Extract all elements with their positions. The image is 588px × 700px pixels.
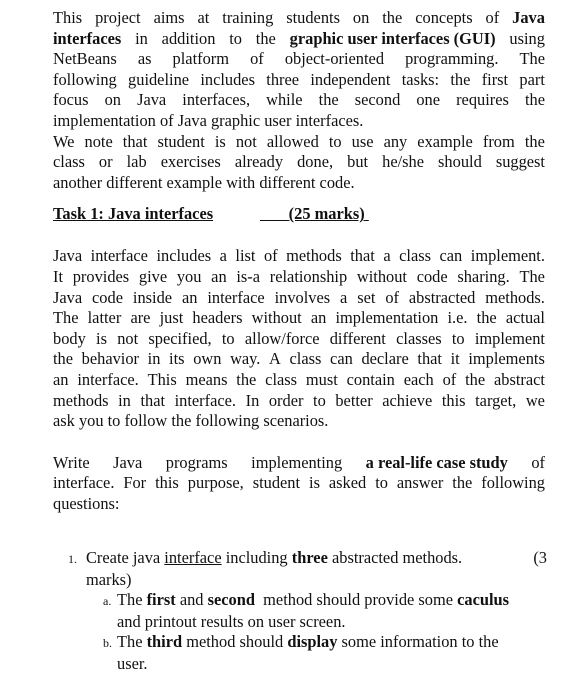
word: is-a xyxy=(236,266,261,286)
spacer xyxy=(53,432,545,453)
word: asked xyxy=(328,473,367,493)
word: using xyxy=(509,28,545,48)
word: already xyxy=(234,152,284,172)
word: The xyxy=(53,308,79,328)
word: provides xyxy=(72,266,130,286)
word-bold: a real-life case study xyxy=(365,452,508,472)
word: interface. xyxy=(53,473,115,493)
word: three xyxy=(266,69,300,89)
word: in xyxy=(147,349,161,369)
word: to xyxy=(375,473,388,493)
word: a xyxy=(219,246,227,266)
word: lab xyxy=(126,152,147,172)
word: the xyxy=(255,28,276,48)
word: each xyxy=(403,369,434,389)
word: the xyxy=(524,90,545,110)
word: code xyxy=(416,266,448,286)
word: object-oriented xyxy=(284,49,385,69)
word: This xyxy=(53,8,83,27)
word: an xyxy=(53,369,69,389)
word-bold: second xyxy=(207,590,255,610)
word: Java xyxy=(113,452,143,472)
questions-list xyxy=(68,548,547,675)
word: this xyxy=(441,390,466,410)
word: code xyxy=(92,287,123,307)
intro-line xyxy=(53,90,545,111)
write-line xyxy=(53,473,545,494)
word: We xyxy=(53,131,75,151)
word: different xyxy=(329,328,386,348)
word: specified, xyxy=(148,328,212,348)
word: The xyxy=(519,266,545,286)
word: focus xyxy=(53,90,89,110)
word: aims xyxy=(153,8,185,27)
word: exercises xyxy=(160,152,221,172)
question-1-marks: (3 xyxy=(533,548,547,567)
word: that xyxy=(350,246,375,266)
word: abstracted xyxy=(408,287,476,307)
word: an xyxy=(310,308,327,328)
word: set xyxy=(357,287,376,307)
word: behavior xyxy=(81,349,140,369)
word: the xyxy=(53,349,74,369)
word: is xyxy=(309,473,320,493)
word-bold: interfaces xyxy=(53,28,122,48)
note-line xyxy=(53,152,545,173)
word: in xyxy=(118,390,131,410)
spacer xyxy=(53,225,545,246)
word: Write xyxy=(53,452,90,472)
word: it xyxy=(450,349,460,369)
word: the xyxy=(452,473,473,493)
word: class xyxy=(53,152,85,172)
body-line xyxy=(53,329,545,350)
word: we xyxy=(525,390,545,410)
word: platform xyxy=(172,49,229,69)
word: following xyxy=(481,473,545,493)
word: another different example with different code. xyxy=(53,172,355,192)
word: interface. xyxy=(174,390,237,410)
word: This xyxy=(147,369,177,389)
word-bold: third xyxy=(146,632,183,652)
write-paragraph xyxy=(53,453,545,515)
word: is xyxy=(214,131,226,151)
word: own xyxy=(193,349,222,369)
word: allow/force xyxy=(244,328,320,348)
word: user. xyxy=(117,653,148,673)
word: actual xyxy=(505,308,545,328)
word: give xyxy=(138,266,168,286)
word: the xyxy=(476,308,497,328)
word: list xyxy=(235,246,256,266)
word: interface. xyxy=(77,369,139,389)
word: student xyxy=(252,473,301,493)
word: without xyxy=(356,266,407,286)
word-bold: display xyxy=(287,632,338,652)
word: guideline xyxy=(128,69,190,89)
question-1 xyxy=(68,548,547,570)
note-line xyxy=(53,132,545,153)
word: part xyxy=(519,69,545,89)
word: achieve xyxy=(382,390,433,410)
word: student xyxy=(157,131,205,151)
word: headers xyxy=(192,308,243,328)
word: includes xyxy=(200,69,255,89)
word: example xyxy=(417,131,473,151)
word: to xyxy=(451,328,465,348)
sub-question-a xyxy=(103,590,547,632)
word: method should xyxy=(186,632,284,652)
body-line xyxy=(53,411,545,432)
word: he/she xyxy=(382,152,424,172)
word: Java xyxy=(53,246,83,266)
word: is xyxy=(96,328,107,348)
word: not xyxy=(117,328,139,348)
word: method should provide some xyxy=(263,590,454,610)
word: some information to the xyxy=(341,632,499,652)
word: implement xyxy=(474,328,545,348)
word-bold: Java xyxy=(512,8,545,27)
word: requires xyxy=(456,90,509,110)
word: It xyxy=(53,266,64,286)
word: of xyxy=(385,287,399,307)
intro-paragraph xyxy=(53,8,545,193)
intro-line xyxy=(53,49,545,70)
word: a xyxy=(340,287,348,307)
word: abstract xyxy=(493,369,545,389)
word: i.e. xyxy=(447,308,468,328)
word: class xyxy=(399,246,431,266)
word: just xyxy=(159,308,184,328)
sub-b-line xyxy=(103,654,547,675)
word: the xyxy=(450,69,471,89)
body-line xyxy=(53,370,545,391)
word: target, xyxy=(475,390,517,410)
word: interfaces, xyxy=(182,90,251,110)
word: interface xyxy=(207,287,265,307)
word: training xyxy=(222,8,274,27)
body-line xyxy=(53,349,545,370)
word: addition xyxy=(161,28,216,48)
word: relationship xyxy=(269,266,348,286)
word: can xyxy=(330,349,353,369)
word: and xyxy=(179,590,204,610)
word: project xyxy=(95,8,141,27)
intro-line xyxy=(53,29,545,50)
word: this xyxy=(155,473,179,493)
word: of xyxy=(531,452,545,472)
word: implementing xyxy=(251,452,343,472)
word: without xyxy=(251,308,302,328)
word: The xyxy=(117,632,143,652)
word: on xyxy=(104,90,121,110)
word: the xyxy=(236,369,257,389)
word: class xyxy=(265,369,298,389)
word: an xyxy=(181,287,198,307)
word: The xyxy=(519,49,545,69)
word: order xyxy=(268,390,304,410)
question-1-text xyxy=(68,548,462,570)
word: includes xyxy=(156,246,212,266)
word: can xyxy=(439,246,463,266)
word: body xyxy=(53,328,86,348)
word: but xyxy=(347,152,369,172)
word: classes xyxy=(396,328,442,348)
word: you xyxy=(176,266,202,286)
word: programs xyxy=(165,452,228,472)
word: from xyxy=(482,131,515,151)
sub-a-line xyxy=(103,590,547,612)
task-marks: (25 marks) xyxy=(260,204,369,224)
word: suggest xyxy=(495,152,545,172)
word: involves xyxy=(274,287,331,307)
word-bold: three xyxy=(291,548,328,567)
question-1-marks-line xyxy=(68,570,547,591)
word: methods xyxy=(53,390,109,410)
intro-line xyxy=(53,8,545,29)
list-letter: a. xyxy=(103,594,112,609)
word: on xyxy=(352,8,370,27)
word: to xyxy=(229,28,242,48)
sub-b-text xyxy=(103,632,499,654)
task-heading xyxy=(53,204,545,225)
word: concepts xyxy=(415,8,473,27)
word: following xyxy=(53,69,117,89)
word: abstracted methods. xyxy=(331,548,463,567)
word: implement. xyxy=(470,246,545,266)
word: or xyxy=(98,152,113,172)
word: Create java xyxy=(86,548,161,567)
word: programming. xyxy=(405,49,499,69)
word: of xyxy=(250,49,264,69)
word: first xyxy=(481,69,509,89)
word: done, xyxy=(297,152,334,172)
word: in xyxy=(135,28,148,48)
word: answer xyxy=(396,473,444,493)
word: a xyxy=(383,246,391,266)
word: methods xyxy=(286,246,342,266)
word: including xyxy=(225,548,288,567)
word: interface xyxy=(90,246,148,266)
word: For xyxy=(123,473,147,493)
list-number: 1. xyxy=(68,552,77,566)
word: implementation xyxy=(335,308,439,328)
word: should xyxy=(438,152,482,172)
word: and printout results on user screen. xyxy=(117,611,346,631)
word: the xyxy=(465,369,486,389)
word: inside xyxy=(132,287,173,307)
sub-a-line xyxy=(103,612,547,633)
word: that xyxy=(140,390,166,410)
word: implements xyxy=(468,349,545,369)
word: way. xyxy=(230,349,261,369)
word: at xyxy=(197,8,210,27)
word: to xyxy=(221,328,235,348)
body-line xyxy=(53,391,545,412)
document-page xyxy=(53,8,545,514)
word: not xyxy=(235,131,257,151)
word: questions: xyxy=(53,493,120,513)
write-line xyxy=(53,494,545,515)
sub-question-b xyxy=(103,632,547,674)
word: use xyxy=(351,131,374,151)
word: Java xyxy=(53,287,83,307)
word: of xyxy=(263,246,278,266)
word: while xyxy=(266,90,303,110)
word: the xyxy=(524,131,545,151)
word: sharing. xyxy=(457,266,510,286)
word: declare xyxy=(361,349,409,369)
word-underlined: interface xyxy=(164,548,222,567)
word: to xyxy=(313,390,326,410)
body-line xyxy=(53,267,545,288)
body-line xyxy=(53,308,545,329)
sub-b-line xyxy=(103,632,547,654)
word: ask you to follow the following scenarios. xyxy=(53,411,329,431)
word: independent xyxy=(310,69,391,89)
word: In xyxy=(245,390,260,410)
word: to xyxy=(328,131,342,151)
word: of xyxy=(485,8,500,27)
word: the xyxy=(382,8,403,27)
word: that xyxy=(417,349,442,369)
intro-line xyxy=(53,70,545,91)
word: A xyxy=(269,349,281,369)
word: tasks: xyxy=(401,69,440,89)
word: Java xyxy=(137,90,167,110)
word: as xyxy=(137,49,152,69)
word-bold: caculus xyxy=(457,590,510,610)
body-line xyxy=(53,288,545,309)
write-line xyxy=(53,453,545,474)
word: methods. xyxy=(485,287,545,307)
word: The xyxy=(117,590,143,610)
word: an xyxy=(211,266,227,286)
word: note xyxy=(84,131,113,151)
word: second xyxy=(354,90,401,110)
word: must xyxy=(305,369,338,389)
word: latter xyxy=(87,308,122,328)
word: its xyxy=(169,349,185,369)
list-letter: b. xyxy=(103,636,112,651)
note-line xyxy=(53,173,545,194)
word: of xyxy=(442,369,457,389)
word: implementation of Java graphic user interfaces. xyxy=(53,110,364,130)
word: the xyxy=(318,90,339,110)
word: NetBeans xyxy=(53,49,117,69)
intro-line xyxy=(53,111,545,132)
word: students xyxy=(286,8,340,27)
word: contain xyxy=(346,369,395,389)
word: class xyxy=(289,349,322,369)
word: allowed xyxy=(266,131,319,151)
word: better xyxy=(335,390,373,410)
word-bold: first xyxy=(146,590,176,610)
task-title: Task 1: Java interfaces xyxy=(53,204,214,224)
body-line xyxy=(53,246,545,267)
word: that xyxy=(122,131,148,151)
word: one xyxy=(416,90,441,110)
word-bold: graphic user interfaces (GUI) xyxy=(289,28,496,48)
word: any xyxy=(383,131,408,151)
word: means xyxy=(185,369,228,389)
word: purpose, xyxy=(187,473,244,493)
word: are xyxy=(130,308,151,328)
body-paragraph xyxy=(53,246,545,431)
word: marks) xyxy=(86,569,132,589)
